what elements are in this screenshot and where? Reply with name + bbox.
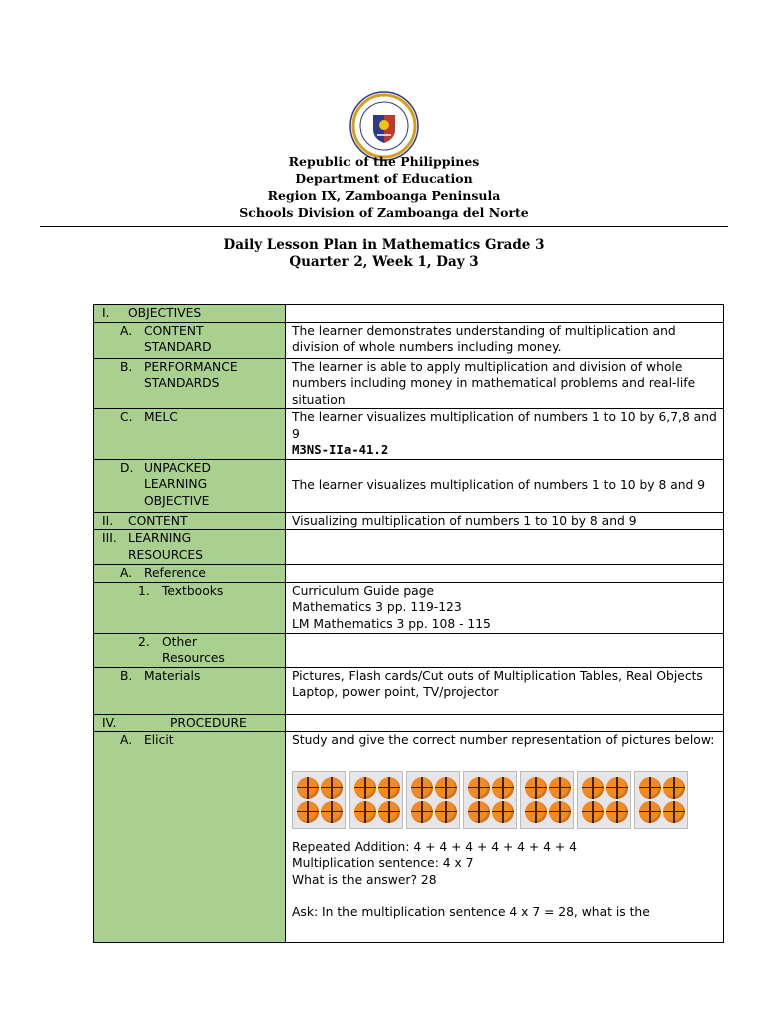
basketball-group [577,771,631,829]
value-cell [286,530,724,565]
row-reference [94,565,724,583]
basketball-icon [354,801,376,823]
header-region: Region IX, Zamboanga Peninsula [267,188,501,203]
basketball-icon [411,801,433,823]
row-number: D. [120,460,134,475]
basketball-icon [525,777,547,799]
row-materials [94,667,724,714]
value-cell: The learner demonstrates understanding of multiplication and division of whole numbers including money. [286,322,724,358]
textbook-line: Curriculum Guide page [292,583,435,598]
basketball-icon [411,777,433,799]
label-cell [94,512,286,530]
basketball-icon [297,777,319,799]
basketball-icon [525,801,547,823]
value-cell: The learner is able to apply multiplication and division of whole numbers including money in mathematical problems and real-life situation [286,358,724,409]
row-label: UNPACKED [144,460,211,475]
header-divider [40,226,728,227]
row-number: 2. [138,634,150,649]
basketball-icon [606,801,628,823]
row-label: Resources [162,651,225,665]
basketball-icon [582,801,604,823]
basketball-icon [663,801,685,823]
row-melc [94,409,724,460]
value-cell [286,633,724,667]
textbook-line: Mathematics 3 pp. 119-123 [292,600,462,614]
melc-text: The learner visualizes multiplication of numbers 1 to 10 by 6,7,8 and 9 [292,410,717,441]
row-number: B. [120,668,133,683]
basketball-icon [492,777,514,799]
row-elicit [94,732,724,943]
label-cell [94,322,286,358]
row-label: RESOURCES [128,547,203,562]
basketball-icon [297,801,319,823]
value-cell: Visualizing multiplication of numbers 1 to 10 by 8 and 9 [286,512,724,530]
row-number: 1. [138,583,150,598]
label-cell [94,459,286,512]
answer-line: What is the answer? 28 [292,872,437,887]
label-cell [94,633,286,667]
row-other-resources [94,633,724,667]
row-label: Textbooks [162,583,224,598]
value-cell: The learner visualizes multiplication of numbers 1 to 10 by 8 and 9 [286,459,724,512]
basketball-icon [321,777,343,799]
title-line-2: Quarter 2, Week 1, Day 3 [289,254,479,270]
basketball-icon [639,777,661,799]
row-number: B. [120,359,133,374]
row-performance-standards [94,358,724,409]
basketball-picture-groups [292,771,717,829]
repeated-addition: Repeated Addition: 4 + 4 + 4 + 4 + 4 + 4 + 4 [292,839,577,854]
label-cell [94,582,286,633]
label-cell [94,530,286,565]
row-procedure [94,714,724,732]
label-cell [94,667,286,714]
row-label: CONTENT [128,513,188,528]
elicit-instruction: Study and give the correct number representation of pictures below: [292,733,715,747]
header-republic: Republic of the Philippines [288,154,480,169]
basketball-icon [606,777,628,799]
basketball-icon [663,777,685,799]
row-number: A. [120,323,133,338]
title-line-1: Daily Lesson Plan in Mathematics Grade 3 [223,237,545,253]
row-label: Other [162,634,197,649]
multiplication-sentence: Multiplication sentence: 4 x 7 [292,856,474,870]
row-content [94,512,724,530]
basketball-icon [549,777,571,799]
row-label: LEARNING [128,531,192,545]
basketball-group [292,771,346,829]
basketball-icon [435,801,457,823]
row-number: III. [102,531,117,545]
row-label: CONTENT [144,323,204,338]
basketball-group [406,771,460,829]
label-cell [94,565,286,583]
row-label: STANDARDS [144,376,220,390]
materials-line: Pictures, Flash cards/Cut outs of Multiplication Tables, Real Objects [292,668,703,683]
value-cell [286,409,724,460]
row-number: C. [120,410,133,424]
row-number: IV. [102,715,117,730]
basketball-group [463,771,517,829]
deped-seal-logo [349,91,419,161]
row-label: Reference [144,566,206,580]
row-number: A. [120,733,133,747]
textbook-line: LM Mathematics 3 pp. 108 - 115 [292,616,491,631]
row-textbooks [94,582,724,633]
basketball-icon [549,801,571,823]
lesson-plan-table [93,304,724,943]
materials-line: Laptop, power point, TV/projector [292,685,499,699]
ask-line: Ask: In the multiplication sentence 4 x 7 = 28, what is the [292,905,650,919]
value-cell [286,565,724,583]
label-cell [94,732,286,943]
value-cell [286,667,724,714]
basketball-icon [354,777,376,799]
row-label: LEARNING [144,477,208,491]
value-cell [286,732,724,943]
row-objectives [94,305,724,323]
row-label: Materials [144,668,201,683]
label-cell [94,714,286,732]
row-label: PERFORMANCE [144,359,238,374]
row-label: STANDARD [144,340,212,354]
label-cell [94,409,286,460]
document-title [0,237,768,271]
basketball-group [349,771,403,829]
header-division: Schools Division of Zamboanga del Norte [239,205,529,220]
basketball-icon [468,777,490,799]
label-cell [94,305,286,323]
value-cell [286,305,724,323]
basketball-icon [639,801,661,823]
row-number: II. [102,513,114,528]
header-department: Department of Education [295,171,473,186]
basketball-icon [378,777,400,799]
label-cell [94,358,286,409]
row-number: A. [120,566,133,580]
row-label: MELC [144,410,178,424]
basketball-icon [468,801,490,823]
basketball-group [520,771,574,829]
row-label: OBJECTIVES [128,306,202,320]
row-content-standard [94,322,724,358]
melc-code: M3NS-IIa-41.2 [292,443,389,457]
row-unpacked-objective [94,459,724,512]
row-number: I. [102,306,110,320]
row-learning-resources [94,530,724,565]
basketball-icon [582,777,604,799]
basketball-icon [492,801,514,823]
basketball-icon [321,801,343,823]
basketball-group [634,771,688,829]
basketball-icon [435,777,457,799]
row-label: PROCEDURE [170,715,247,730]
row-label: Elicit [144,733,174,747]
basketball-icon [378,801,400,823]
value-cell [286,714,724,732]
value-cell [286,582,724,633]
row-label: OBJECTIVE [144,493,210,508]
